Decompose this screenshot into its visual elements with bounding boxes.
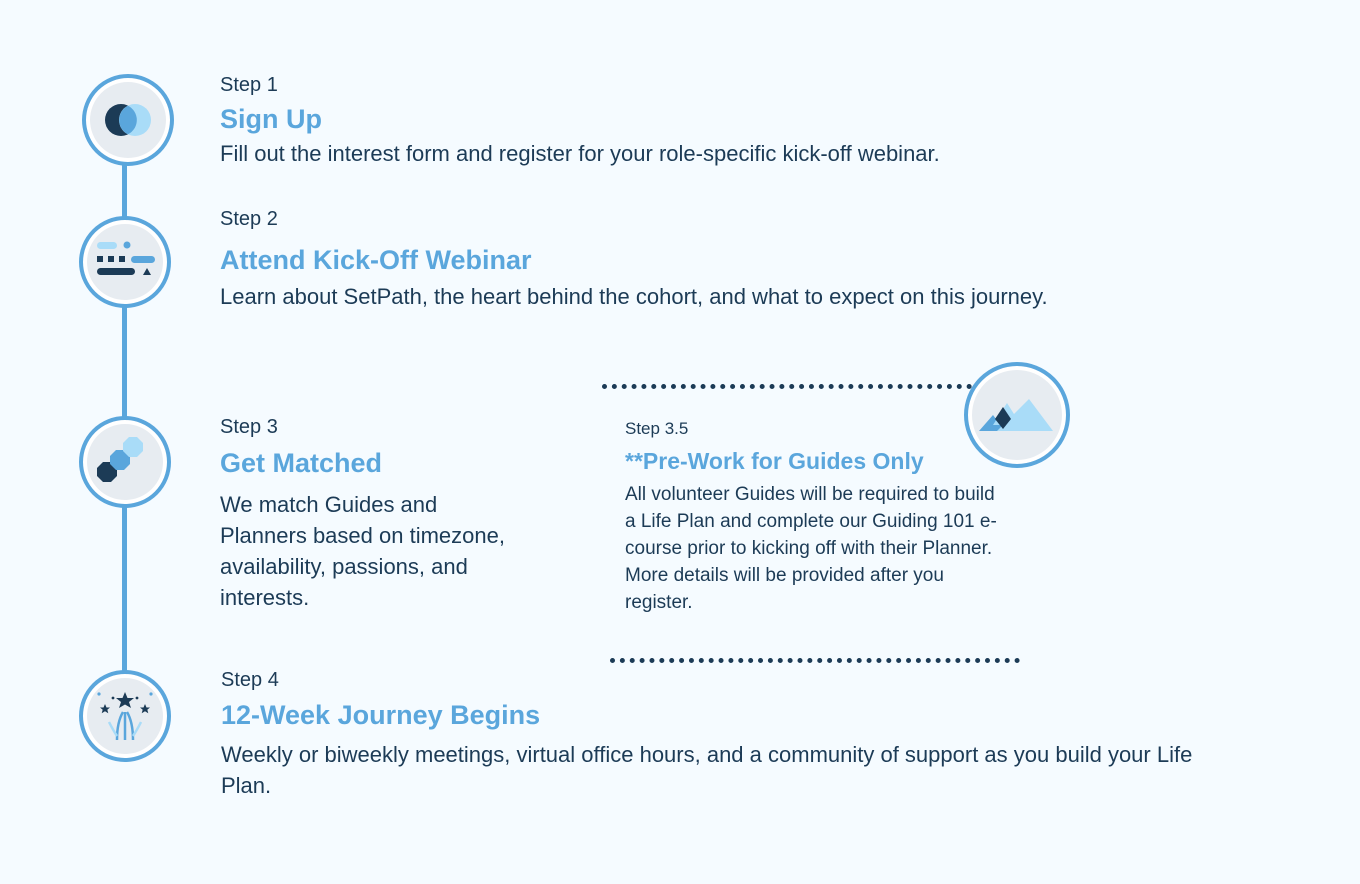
overlapping-circles-icon: [82, 74, 174, 166]
step-3-title: Get Matched: [220, 448, 383, 478]
fireworks-icon: [79, 670, 171, 762]
step-1-label: Step 1: [220, 74, 278, 96]
aside-description: All volunteer Guides will be required to build a Life Plan and complete our Guiding 101 e-course prior to kicking off with their Planner. More details will be provided after you register.: [625, 484, 997, 613]
step-1-description: Fill out the interest form and register for your role-specific kick-off webinar.: [220, 141, 940, 166]
step-2-label: Step 2: [220, 208, 278, 230]
step-2-title: Attend Kick-Off Webinar: [220, 245, 532, 275]
match-octagons-icon: [79, 416, 171, 508]
aside-title: **Pre-Work for Guides Only: [625, 448, 924, 474]
step-4-label: Step 4: [221, 669, 279, 691]
mountains-icon: [964, 362, 1070, 468]
step-2-description: Learn about SetPath, the heart behind the cohort, and what to expect on this journey.: [220, 284, 1048, 309]
webinar-icon: [79, 216, 171, 308]
aside-top-divider: [602, 384, 972, 389]
step-4-description: Weekly or biweekly meetings, virtual office hours, and a community of support as you build your Life Plan.: [221, 742, 1193, 798]
aside-label: Step 3.5: [625, 419, 689, 438]
aside-bottom-divider: [610, 658, 1020, 663]
step-4-title: 12-Week Journey Begins: [221, 700, 541, 730]
step-3-description: We match Guides and Planners based on timezone, availability, passions, and interests.: [220, 492, 505, 610]
step-3-label: Step 3: [220, 416, 278, 438]
step-1-title: Sign Up: [220, 104, 322, 134]
